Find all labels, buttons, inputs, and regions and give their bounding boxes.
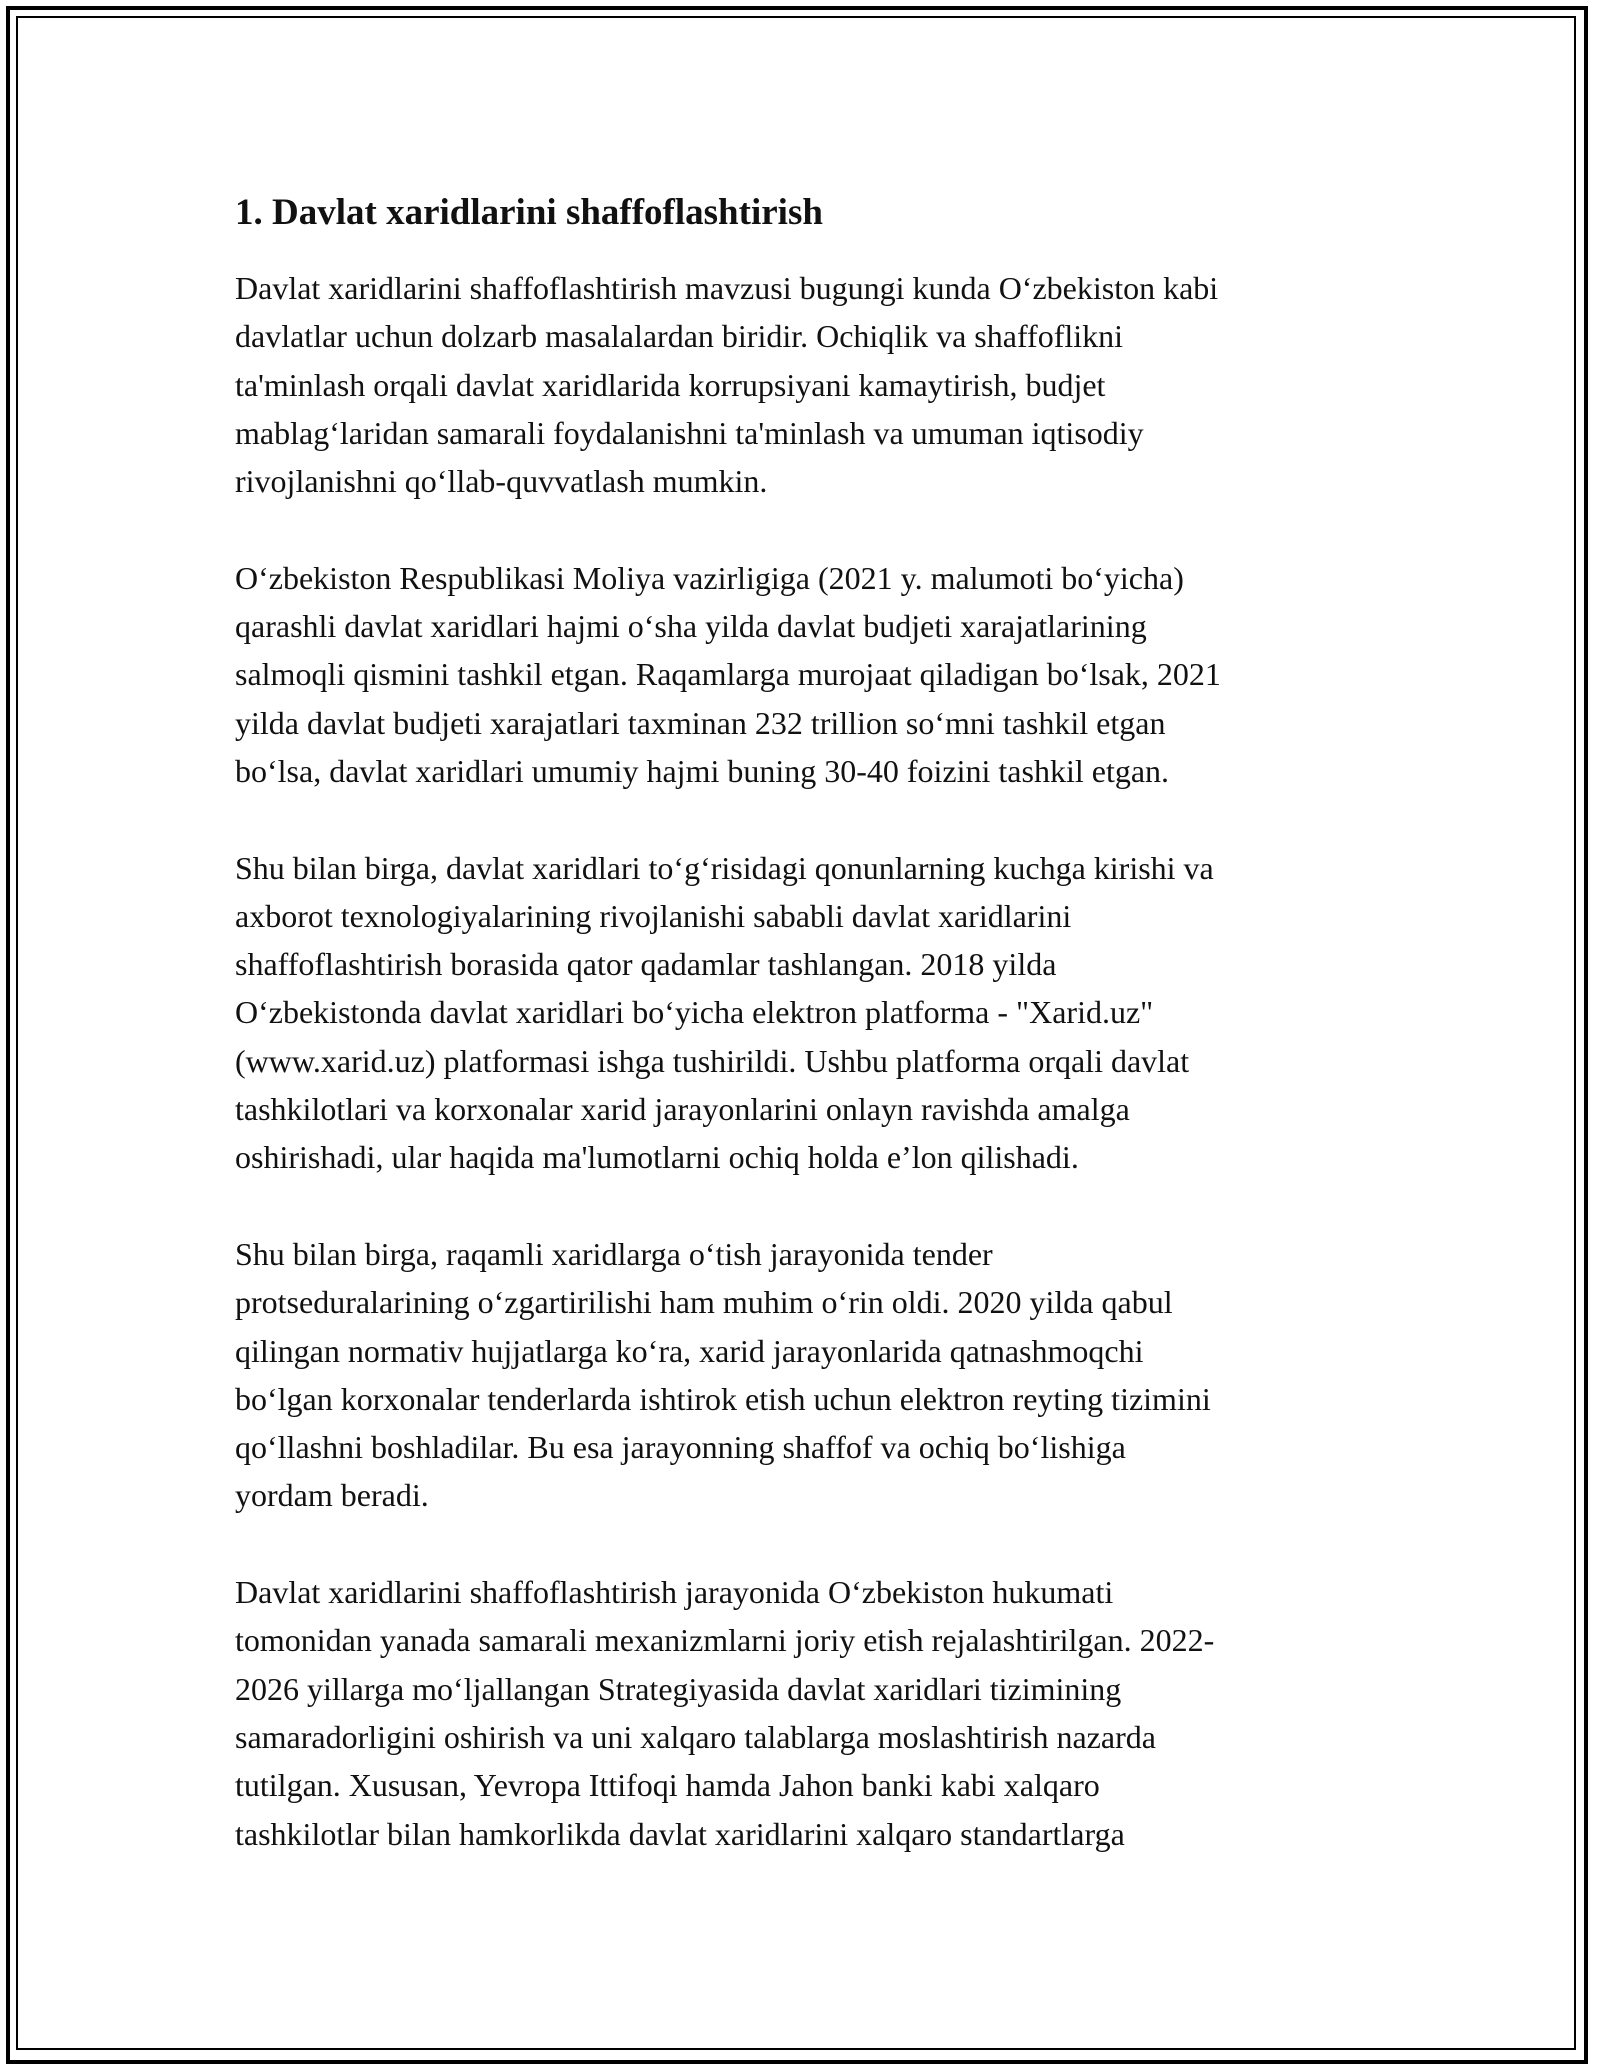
paragraph-1: Davlat xaridlarini shaffoflashtirish mavzusi bugungi kunda O‘zbekiston kabi davlatlar uchun dolzarb masalalardan biridir. Ochiqlik va shaffoflikni ta'minlash orqali davlat xaridlarida korrupsiyani kamaytirish, budjet mablag‘laridan samarali foydalanishni ta'minlash va umuman iqtisodiy rivojlanishni qo‘llab-quvvatlash mumkin. [235,270,1219,500]
section-heading: 1. Davlat xaridlarini shaffoflashtirish [235,192,823,233]
paragraph-3: Shu bilan birga, davlat xaridlari to‘g‘risidagi qonunlarning kuchga kirishi va axborot texnologiyalarining rivojlanishi sababli davlat xaridlarini shaffoflashtirish borasida qator qadamlar tashlangan. 2018 yilda O‘zbekistonda davlat xaridlari bo‘yicha elektron platforma - "Xarid.uz" (www.xarid.uz) platformasi ishga tushirildi. Ushbu platforma orqali davlat tashkilotlari va korxonalar xarid jarayonlarini onlayn ravishda amalga oshirishadi, ular haqida ma'lumotlarni ochiq holda e’lon qilishadi. [235,849,1214,1176]
paragraph-4: Shu bilan birga, raqamli xaridlarga o‘tish jarayonida tender protseduralarining o‘zgartirilishi ham muhim o‘rin oldi. 2020 yilda qabul qilingan normativ hujjatlarga ko‘ra, xarid jarayonlarida qatnashmoqchi bo‘lgan korxonalar tenderlarda ishtirok etish uchun elektron reyting tizimini qo‘llashni boshladilar. Bu esa jarayonning shaffof va ochiq bo‘lishiga yordam beradi. [235,1235,1211,1514]
paragraph-5: Davlat xaridlarini shaffoflashtirish jarayonida O‘zbekiston hukumati tomonidan yanada samarali mexanizmlarni joriy etish rejalashtirilgan. 2022- 2026 yillarga mo‘ljallangan Strategiyasida davlat xaridlari tizimining samaradorligini oshirish va uni xalqaro talablarga moslashtirish nazarda tutilgan. Xususan, Yevropa Ittifoqi hamda Jahon banki kabi xalqaro tashkilotlar bilan hamkorlikda davlat xaridlarini xalqaro standartlarga [235,1574,1215,1852]
document-body [235,188,1370,1906]
paragraph-2: O‘zbekiston Respublikasi Moliya vazirligiga (2021 y. malumoti bo‘yicha) qarashli davlat xaridlari hajmi o‘sha yilda davlat budjeti xarajatlarining salmoqli qismini tashkil etgan. Raqamlarga murojaat qiladigan bo‘lsak, 2021 yilda davlat budjeti xarajatlari taxminan 232 trillion so‘mni tashkil etgan bo‘lsa, davlat xaridlari umumiy hajmi buning 30-40 foizini tashkil etgan. [235,559,1221,789]
